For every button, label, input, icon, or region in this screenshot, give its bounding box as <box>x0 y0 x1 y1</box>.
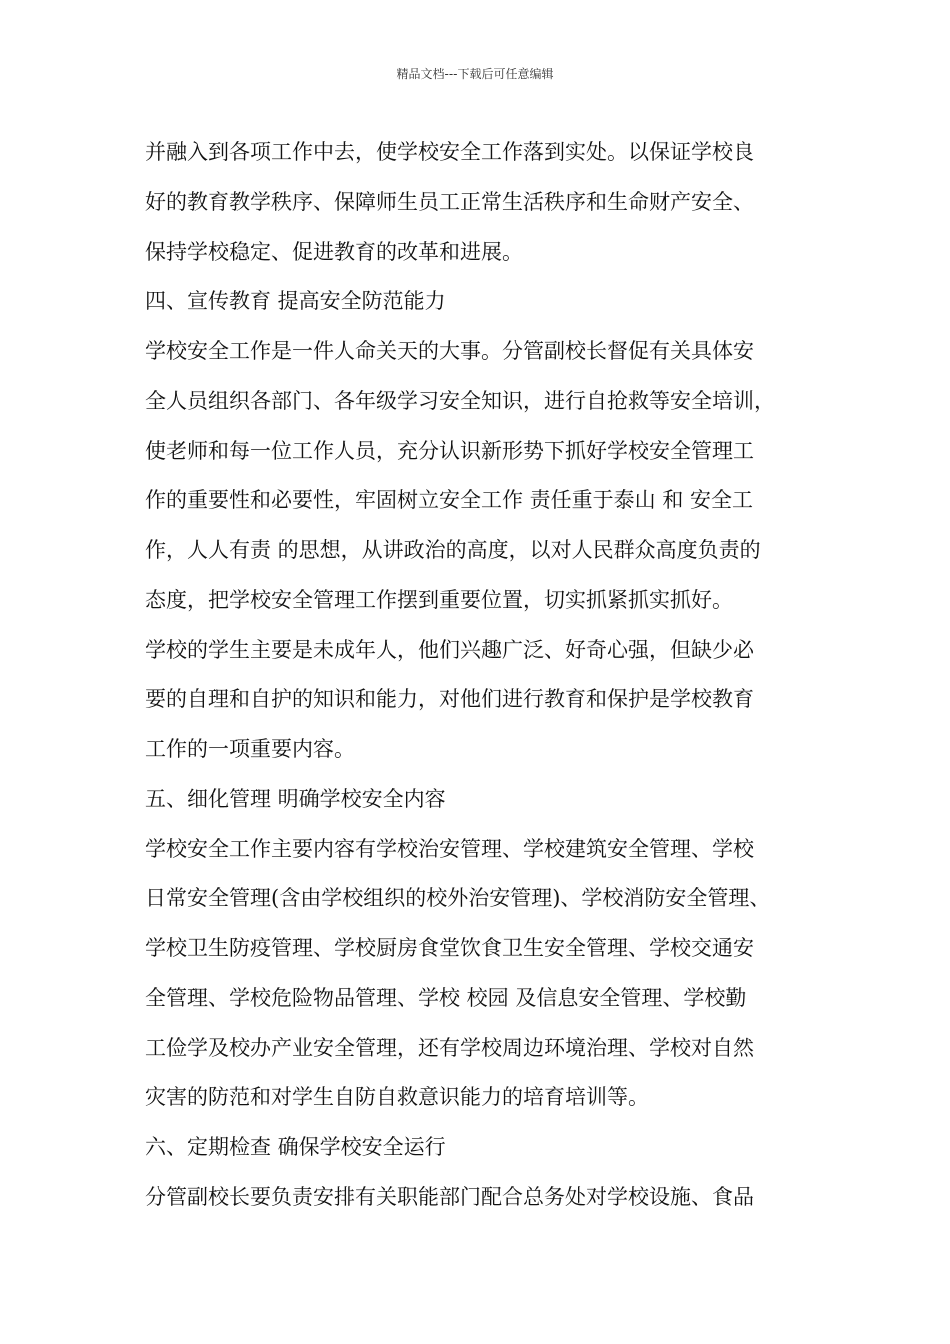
text-line: 作，人人有责 的思想，从讲政治的高度，以对人民群众高度负责的 <box>145 538 761 562</box>
text-line: 学校的学生主要是未成年人，他们兴趣广泛、好奇心强，但缺少必 <box>145 637 754 662</box>
text-line: 态度，把学校安全管理工作摆到重要位置，切实抓紧抓实抓好。 <box>145 587 733 612</box>
text-line: 日常安全管理(含由学校组织的校外治安管理)、学校消防安全管理、 <box>145 886 771 911</box>
section-heading: 五、细化管理 明确学校安全内容 <box>145 786 446 811</box>
text-line: 灾害的防范和对学生自防自救意识能力的培育培训等。 <box>145 1085 649 1110</box>
text-line: 学校卫生防疫管理、学校厨房食堂饮食卫生安全管理、学校交通安 <box>145 936 754 960</box>
text-line: 工作的一项重要内容。 <box>145 737 355 761</box>
text-line: 分管副校长要负责安排有关职能部门配合总务处对学校设施、食品 <box>145 1184 754 1209</box>
text-line: 使老师和每一位工作人员，充分认识新形势下抓好学校安全管理工 <box>145 438 754 463</box>
section-heading: 四、宣传教育 提高安全防范能力 <box>145 289 446 314</box>
text-line: 要的自理和自护的知识和能力，对他们进行教育和保护是学校教育 <box>145 687 754 712</box>
text-line: 并融入到各项工作中去，使学校安全工作落到实处。以保证学校良 <box>145 140 754 164</box>
text-line: 全人员组织各部门、各年级学习安全知识，进行自抢救等安全培训， <box>145 388 775 413</box>
page-header: 精品文档---下载后可任意编辑 <box>396 67 554 81</box>
text-line: 好的教育教学秩序、保障师生员工正常生活秩序和生命财产安全、 <box>145 189 754 214</box>
document-body <box>145 128 825 1223</box>
text-line: 工俭学及校办产业安全管理，还有学校周边环境治理、学校对自然 <box>145 1035 754 1060</box>
section-heading: 六、定期检查 确保学校安全运行 <box>145 1135 446 1159</box>
text-line: 学校安全工作主要内容有学校治安管理、学校建筑安全管理、学校 <box>145 836 754 861</box>
text-line: 作的重要性和必要性，牢固树立安全工作 责任重于泰山 和 安全工 <box>145 488 754 513</box>
text-line: 学校安全工作是一件人命关天的大事。分管副校长督促有关具体安 <box>145 339 754 363</box>
text-line: 保持学校稳定、促进教育的改革和进展。 <box>145 239 523 264</box>
text-line: 全管理、学校危险物品管理、学校 校园 及信息安全管理、学校勤 <box>145 985 747 1010</box>
